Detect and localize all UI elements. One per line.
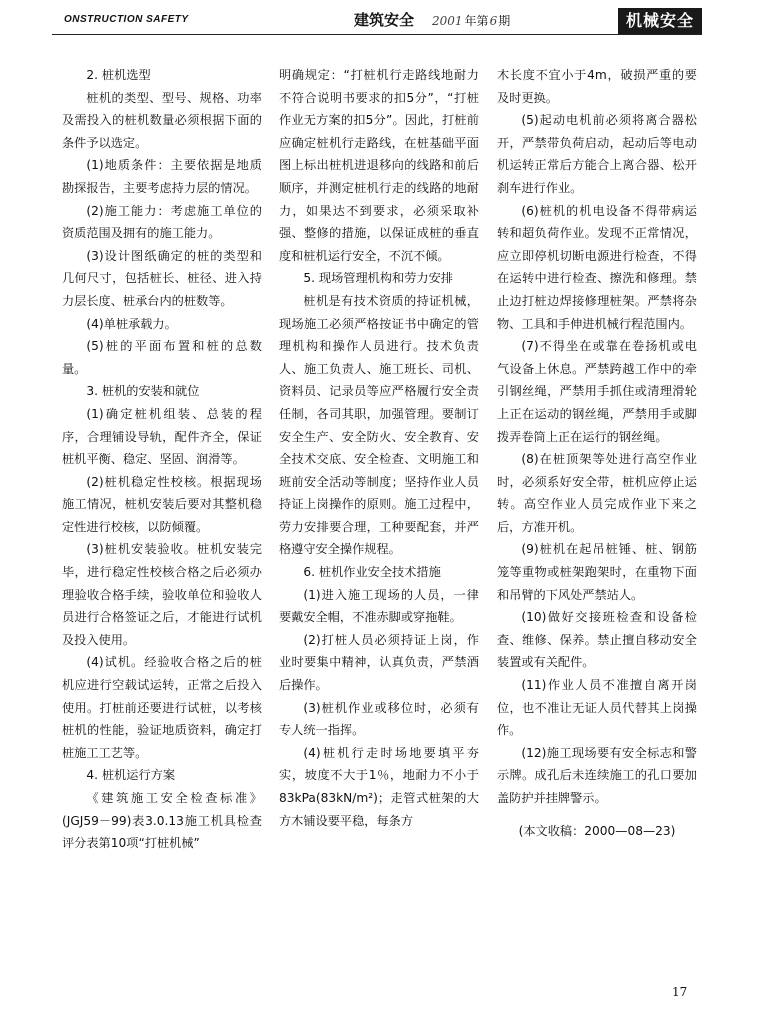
text-column-3: [497, 64, 697, 842]
paragraph: 《建筑施工安全检查标准》(JGJ59－99)表3.0.13施工机具检查评分表第10项“打桩机械”: [62, 791, 262, 851]
paragraph: (4)单桩承载力。: [86, 316, 177, 331]
paragraph: (2)桩机稳定性校核。根据现场施工情况，桩机安装后要对其整机稳定性进行校核，以防倾覆。: [62, 474, 262, 534]
paragraph: (3)桩机作业或移位时，必须有专人统一指挥。: [279, 700, 479, 738]
paragraph: (10)做好交接班检查和设备检查、维修、保养。禁止擅自移动安全装置或有关配件。: [497, 610, 697, 670]
paragraph: (1)确定桩机组装、总装的程序，合理铺设导轨，配件齐全，保证桩机平衡、稳定、坚固、润滑等。: [62, 406, 262, 467]
paragraph: (8)在桩顶架等处进行高空作业时，必须系好安全带，桩机应停止运转。高空作业人员完成作业下来之后，方准开机。: [497, 452, 697, 534]
paragraph: (1)进入施工现场的人员，一律要戴安全帽，不准赤脚或穿拖鞋。: [279, 587, 479, 625]
paragraph: (2)施工能力：考虑施工单位的资质范围及拥有的施工能力。: [62, 203, 262, 241]
paragraph: (5)起动电机前必须将离合器松开，严禁带负荷启动，起动后等电动机运转正常后方能合上离合器、松开刹车进行作业。: [497, 113, 697, 195]
paragraph: 5. 现场管理机构和劳力安排: [303, 271, 453, 286]
text-column-2: [279, 64, 479, 832]
received-date-note: (本文收稿：2000—08—23): [518, 823, 676, 838]
issue-year-suffix: 年第: [464, 14, 489, 28]
paragraph: 2. 桩机选型: [86, 68, 151, 82]
issue-suffix: 期: [498, 14, 511, 28]
paragraph: (5)桩的平面布置和桩的总数量。: [62, 339, 262, 376]
paragraph: (3)设计图纸确定的桩的类型和几何尺寸，包括桩长、桩径、进入持力层长度、桩承台内的桩数等。: [62, 248, 262, 308]
paragraph: (3)桩机安装验收。桩机安装完毕，进行稳定性校核合格之后必须办理验收合格手续，验收单位和验收人员进行合格签证之后，才能进行试机及投入使用。: [62, 542, 262, 647]
page-number: 17: [672, 985, 688, 999]
paragraph: 木长度不宜小于4m，破损严重的要及时更换。: [497, 68, 697, 105]
paragraph: (2)打桩人员必须持证上岗，作业时要集中精神，认真负责，严禁酒后操作。: [279, 632, 479, 693]
text-column-1: [62, 64, 262, 855]
paragraph: 明确规定：“打桩机行走路线地耐力不符合说明书要求的扣5分”，“打桩作业无方案的扣5分”。因此，打桩前应确定桩机行走路线，在桩基础平面图上标出桩机进退移向的线路和前后顺序，并测定桩机行走的线路的地耐力，如果达不到要求，必须采取补强、整修的措施，以保证成桩的垂直度和桩机运行安全，不沉不倾。: [279, 68, 479, 263]
paragraph: 4. 桩机运行方案: [86, 768, 176, 783]
paragraph: 桩机是有技术资质的持证机械，现场施工必须严格按证书中确定的管理机构和操作人员进行。技术负责人、施工负责人、施工班长、司机、资料员、记录员等应严格履行安全责任制，各司其职，加强管理。要制订安全生产、安全防火、安全教育、安全技术交底、安全检查、文明施工和班前安全活动等制度；坚持作业人员持证上岗操作的原则。施工过程中，劳力安排要合理，工种要配套，并严格遵守安全操作规程。: [279, 293, 479, 557]
paragraph: (6)桩机的机电设备不得带病运转和超负荷作业。发现不正常情况，应立即停机切断电源进行检查，不得在运转中进行检查、擦洗和修理。禁止边打桩边焊接修理桩架。严禁将杂物、工具和手伸进机械行程范围内。: [497, 203, 697, 331]
issue-number: 6: [489, 14, 498, 28]
issue-info: [432, 12, 510, 29]
issue-year: 2001: [432, 14, 463, 28]
paragraph: 6. 桩机作业安全技术措施: [303, 565, 441, 580]
section-label: 机械安全: [618, 8, 702, 34]
journal-name-cn: 建筑安全: [354, 11, 415, 29]
paragraph: (4)桩机行走时场地要填平夯实，坡度不大于1％，地耐力不小于83kPa(83kN/m²)；走管式桩架的大方木铺设要平稳，每条方: [279, 745, 479, 828]
paragraph: (4)试机。经验收合格之后的桩机应进行空载试运转，正常之后投入使用。打桩前还要进行试桩，以考核桩机的性能，验证地质资料，确定打桩施工工艺等。: [62, 655, 262, 760]
paragraph: (1)地质条件：主要依据是地质勘探报告，主要考虑持力层的情况。: [62, 158, 262, 195]
paragraph: (7)不得坐在或靠在卷扬机或电气设备上休息。严禁跨越工作中的牵引钢丝绳，严禁用手抓住或清理滑轮上正在运动的钢丝绳，严禁用手或脚拨弄卷筒上正在运行的钢丝绳。: [497, 339, 697, 444]
journal-name-en: ONSTRUCTION SAFETY: [64, 14, 189, 25]
paragraph: (9)桩机在起吊桩锤、桩、钢筋笼等重物或桩架跑架时，在重物下面和吊臂的下风处严禁站人。: [497, 542, 697, 602]
page-header: [52, 8, 702, 35]
paragraph: 桩机的类型、型号、规格、功率及需投入的桩机数量必须根据下面的条件予以选定。: [62, 90, 262, 150]
paragraph: (11)作业人员不准擅自离开岗位，也不准让无证人员代替其上岗操作。: [497, 678, 697, 738]
paragraph: 3. 桩机的安装和就位: [86, 384, 200, 399]
paragraph: (12)施工现场要有安全标志和警示牌。成孔后未连续施工的孔口要加盖防护并挂牌警示。: [497, 745, 697, 805]
